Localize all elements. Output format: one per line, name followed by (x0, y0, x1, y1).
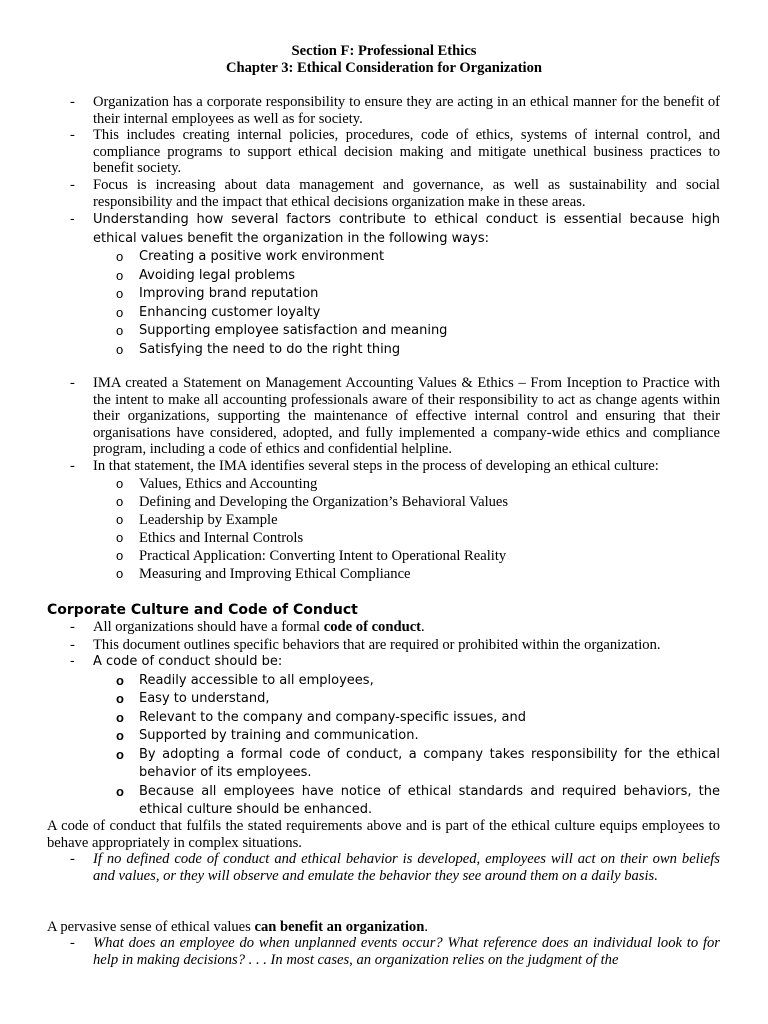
benefits-section (47, 211, 720, 359)
document-header (0, 43, 768, 77)
list-item: o Leadership by Example (47, 511, 720, 529)
pervasive-paragraph (47, 919, 720, 936)
list-item: - Organization has a corporate responsibility to ensure they are acting in an ethical manner for the benefit of their internal employees as well as for society. (47, 94, 720, 127)
list-item: o Improving brand reputation (47, 285, 720, 304)
culture-heading: Corporate Culture and Code of Conduct (47, 602, 358, 618)
list-item: - Focus is increasing about data management and governance, as well as sustainability and social responsibility and the impact that ethical decisions organization make in these areas. (47, 177, 720, 210)
no-code-bullet: - If no defined code of conduct and ethical behavior is developed, employees will act on their own beliefs and values, or they will observe and emulate the behavior they see around them on a daily basis. (47, 851, 720, 885)
section-title: Section F: Professional Ethics (291, 43, 477, 59)
list-item: o Defining and Developing the Organization’s Behavioral Values (47, 493, 720, 511)
should-be-bullet: - A code of conduct should be: (47, 653, 720, 672)
list-item: o Supporting employee satisfaction and meaning (47, 322, 720, 341)
list-item: o Avoiding legal problems (47, 267, 720, 286)
list-item: o Enhancing customer loyalty (47, 304, 720, 323)
list-item: o Relevant to the company and company-specific issues, and (47, 709, 720, 728)
pervasive-prefix: A pervasive sense of ethical values (47, 919, 255, 935)
fulfils-paragraph: A code of conduct that fulfils the stated requirements above and is part of the ethical culture equips employees to behave appropriately in complex situations. (47, 818, 720, 851)
pervasive-suffix: . (424, 919, 428, 935)
factors-bullet: - Understanding how several factors contribute to ethical conduct is essential because high ethical values benefit the organization in the following ways: (47, 211, 720, 248)
formal-code-bullet (47, 619, 720, 637)
pervasive-bold: can benefit an organization (254, 919, 425, 935)
formal-bold: code of conduct (323, 619, 422, 635)
list-item: o Measuring and Improving Ethical Compliance (47, 565, 720, 583)
culture-bullets (47, 619, 720, 654)
list-item: o Ethics and Internal Controls (47, 529, 720, 547)
list-item: o Practical Application: Converting Intent to Operational Reality (47, 547, 720, 565)
should-be-section (47, 653, 720, 820)
list-item: o Values, Ethics and Accounting (47, 475, 720, 493)
question-section (47, 935, 720, 969)
ima-section (47, 375, 720, 583)
list-item: - This includes creating internal policies, procedures, code of ethics, systems of internal control, and compliance programs to support ethical decision making and mitigate unethical business practices to benefit society. (47, 127, 720, 177)
outline-bullet: - This document outlines specific behaviors that are required or prohibited within the organization. (47, 637, 720, 655)
list-item: o By adopting a formal code of conduct, a company takes responsibility for the ethical behavior of its employees. (47, 746, 720, 783)
list-item: o Supported by training and communication. (47, 727, 720, 746)
ima-statement-bullet: - IMA created a Statement on Management Accounting Values & Ethics – From Inception to Practice with the intent to make all accounting professionals aware of their responsibility to act as change agents within their organizations, supporting the maintenance of effective internal control and ensuring that their organisations have considered, adopted, and fully implemented a company-wide ethics and compliance program, including a code of ethics and confidential helpline. (47, 375, 720, 458)
list-item: o Easy to understand, (47, 690, 720, 709)
list-item: o Satisfying the need to do the right thing (47, 341, 720, 360)
chapter-title: Chapter 3: Ethical Consideration for Organization (225, 60, 543, 76)
formal-suffix: . (421, 619, 425, 635)
list-item: o Because all employees have notice of ethical standards and required behaviors, the ethical culture should be enhanced. (47, 783, 720, 820)
list-item: o Readily accessible to all employees, (47, 672, 720, 691)
list-item: o Creating a positive work environment (47, 248, 720, 267)
formal-prefix: All organizations should have a formal (93, 619, 324, 635)
question-bullet: - What does an employee do when unplanned events occur? What reference does an individual look to for help in making decisions? . . . In most cases, an organization relies on the judgment of the (47, 935, 720, 969)
ima-steps-bullet: - In that statement, the IMA identifies several steps in the process of developing an ethical culture: (47, 458, 720, 475)
intro-bullets (47, 94, 720, 210)
no-code-section (47, 851, 720, 885)
